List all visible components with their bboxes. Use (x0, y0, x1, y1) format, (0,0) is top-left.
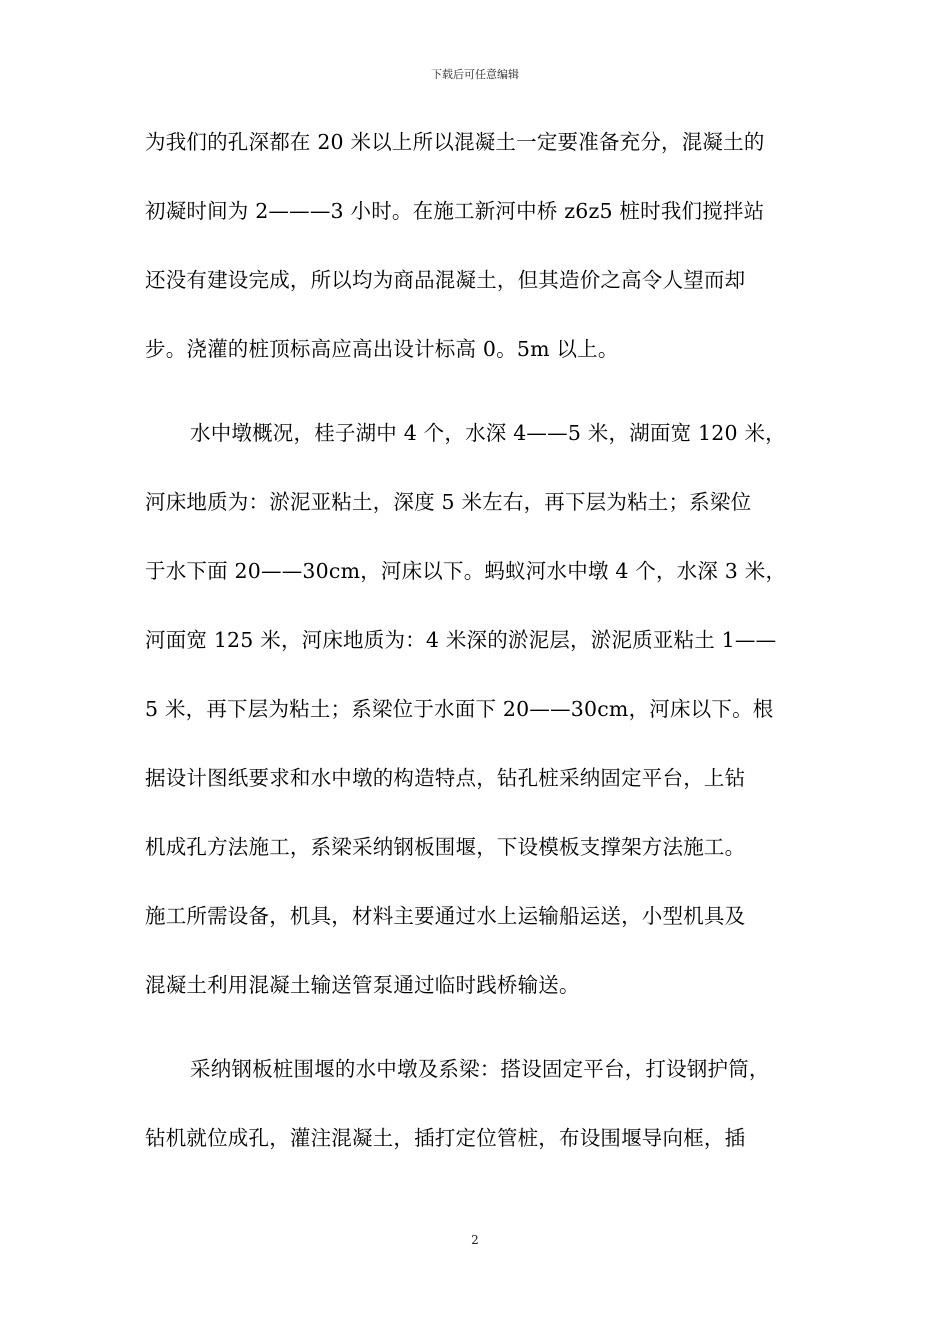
text-line: 河床地质为：淤泥亚粘土，深度 5 米左右，再下层为粘土；系梁位 (145, 490, 752, 514)
text-line: 步。浇灌的桩顶标高应高出设计标高 0。5m 以上。 (145, 337, 619, 361)
text-line: 混凝土利用混凝土输送管泵通过临时践桥输送。 (145, 973, 580, 997)
text-line: 5 米，再下层为粘土；系梁位于水面下 20——30cm，河床以下。根 (145, 697, 774, 721)
text-line: 据设计图纸要求和水中墩的构造特点，钻孔桩采纳固定平台，上钻 (145, 766, 746, 790)
text-line: 钻机就位成孔，灌注混凝土，插打定位管桩，布设围堰导向框，插 (145, 1126, 746, 1150)
text-line: 于水下面 20——30cm，河床以下。蚂蚁河水中墩 4 个，水深 3 米， (145, 559, 787, 583)
text-line: 河面宽 125 米，河床地质为：4 米深的淤泥层，淤泥质亚粘土 1—— (145, 628, 777, 652)
paragraph-first-line: 水中墩概况，桂子湖中 4 个，水深 4——5 米，湖面宽 120 米， (190, 421, 786, 445)
text-line: 机成孔方法施工，系梁采纳钢板围堰，下设模板支撑架方法施工。 (145, 835, 746, 859)
paragraph-first-line: 采纳钢板桩围堰的水中墩及系梁：搭设固定平台，打设钢护筒， (190, 1057, 770, 1081)
page-number: 2 (471, 1233, 479, 1247)
page-header: 下载后可任意编辑 (431, 68, 519, 81)
text-line: 为我们的孔深都在 20 米以上所以混凝土一定要准备充分，混凝土的 (145, 130, 765, 154)
text-line: 初凝时间为 2———3 小时。在施工新河中桥 z6z5 桩时我们搅拌站 (145, 199, 765, 223)
text-line: 还没有建设完成，所以均为商品混凝土，但其造价之高令人望而却 (145, 268, 746, 292)
text-line: 施工所需设备，机具，材料主要通过水上运输船运送，小型机具及 (145, 904, 746, 928)
document-body (145, 132, 810, 1197)
